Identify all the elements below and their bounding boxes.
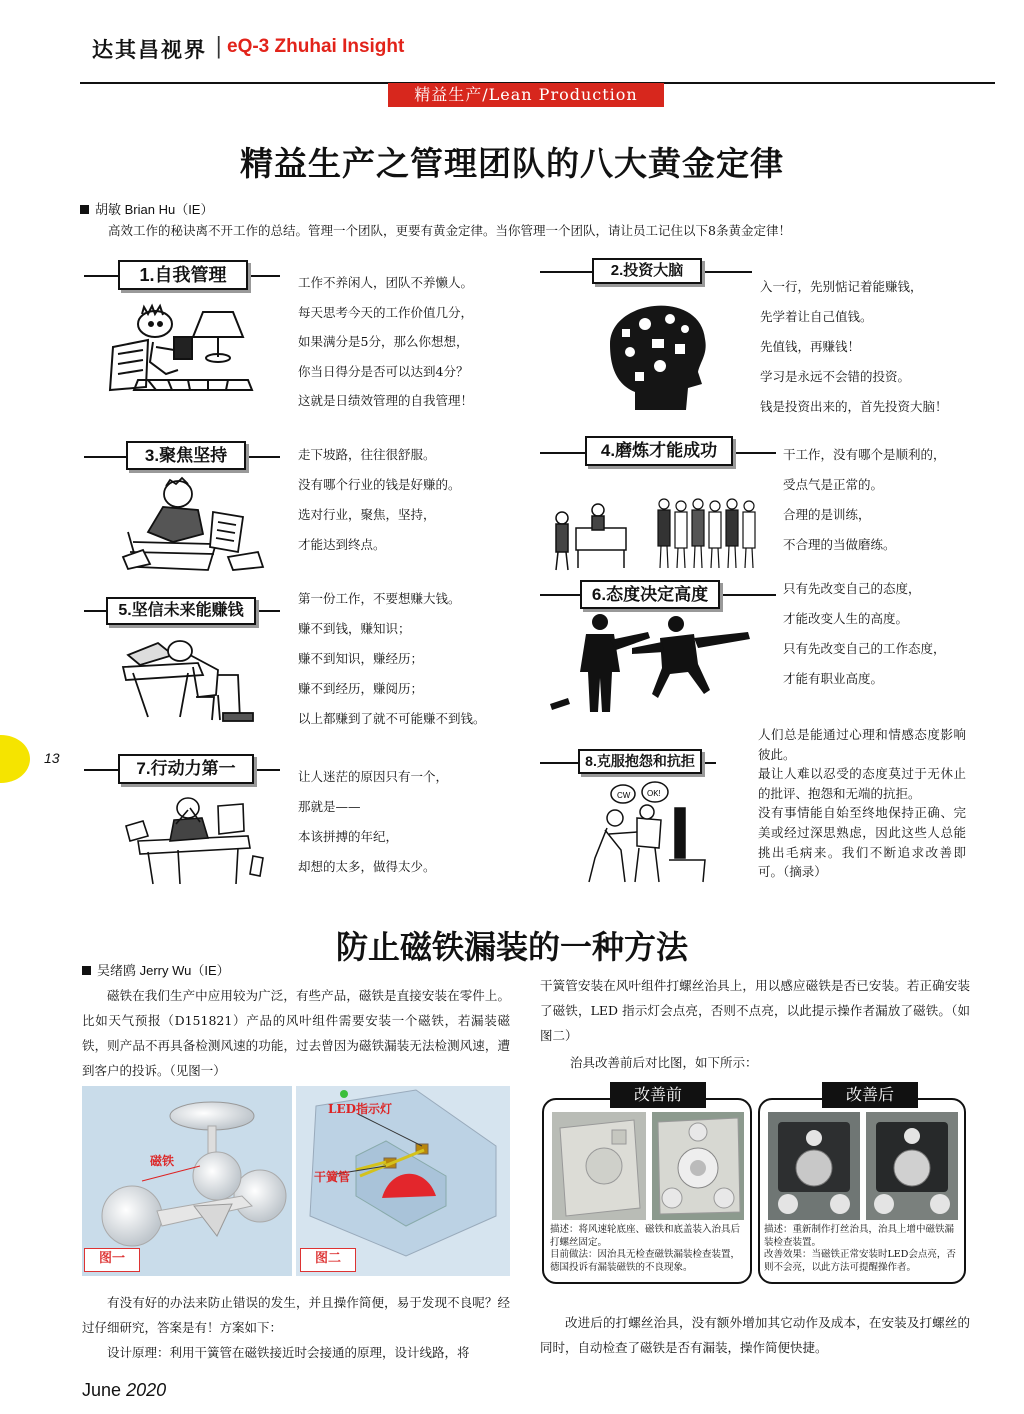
bullet-square-icon <box>80 205 89 214</box>
header-separator: | <box>215 34 223 59</box>
article-intro: 高效工作的秘诀离不开工作的总结。管理一个团队，更要有黄金定律。当你管理一个团队，请让员工记住以下8条黄金定律！ <box>108 223 791 238</box>
text-line: 学习是永远不会错的投资。 <box>760 369 911 384</box>
text-line: 没有哪个行业的钱是好赚的。 <box>298 477 461 492</box>
text-line: 先值钱，再赚钱！ <box>760 339 861 354</box>
figure-1 <box>82 1086 292 1276</box>
desc-line: 目前做法：因治具无检查磁铁漏装检查装置，德国投诉有漏装磁铁的不良现象。 <box>550 1249 741 1273</box>
before-photo-1 <box>552 1112 646 1220</box>
article-author <box>80 199 213 218</box>
issue-date <box>82 1380 166 1401</box>
reed-switch-label: 干簧管 <box>314 1170 351 1184</box>
rule-text-5 <box>298 584 528 734</box>
desc-line: 描述：将风速轮底座、磁铁和底盖装入治具后打螺丝固定。 <box>550 1224 741 1248</box>
illustration-interview-line <box>548 478 770 574</box>
text-line: 赚不到钱，赚知识； <box>298 621 411 636</box>
illustration-focus-persist <box>118 472 268 572</box>
text-line: 最让人难以忍受的态度莫过于无休止的批评、抱怨和无端的抗拒。 <box>758 766 966 801</box>
text-line: 以上都赚到了就不可能赚不到钱。 <box>298 711 486 726</box>
after-title: 改善后 <box>822 1082 918 1108</box>
text-line: 先学着让自己值钱。 <box>760 309 873 324</box>
text-line: 本该拼搏的年纪， <box>298 829 399 844</box>
rule-heading: 4.磨炼才能成功 <box>585 436 733 466</box>
text-line: 却想的太多，做得太少。 <box>298 859 436 874</box>
page-number: 13 <box>44 750 60 766</box>
text-line: 这就是日绩效管理的自我管理！ <box>298 393 474 408</box>
before-title: 改善前 <box>610 1082 706 1108</box>
text-line: 干工作，没有哪个是顺利的， <box>783 447 946 462</box>
figure-2-label: 图二 <box>300 1248 356 1272</box>
paragraph: 有没有好的办法来防止错误的发生，并且操作简便，易于发现不良呢？经过仔细研究，答案是有！方案如下： <box>82 1295 510 1335</box>
desc-line: 改善效果：当磁铁正常安装时LED会点亮，否则不会亮，以此方法可提醒操作者。 <box>764 1249 956 1273</box>
issue-month: June <box>82 1380 122 1400</box>
bullet-square-icon <box>82 966 91 975</box>
text-line: 每天思考今天的工作价值几分， <box>298 304 474 320</box>
paragraph: 改进后的打螺丝治具，没有额外增加其它动作及成本，在安装及打螺丝的同时，自动检查了磁铁是否有漏装，操作简便快捷。 <box>540 1315 970 1355</box>
rule-text-6 <box>783 574 993 694</box>
paragraph: 干簧管安装在风叶组件打螺丝治具上，用以感应磁铁是否已安装。若正确安装了磁铁，LED 指示灯会点亮，否则不点亮，以此提示操作者漏放了磁铁。（如图二） <box>540 978 970 1043</box>
rule-text-2 <box>760 272 1000 422</box>
before-description <box>550 1224 748 1274</box>
rule-heading: 2.投资大脑 <box>592 258 702 284</box>
page-marker-dot <box>0 735 30 783</box>
text-line: 赚不到经历，赚阅历； <box>298 681 424 696</box>
bubble-text: CW <box>617 791 631 800</box>
led-label: LED指示灯 <box>328 1102 392 1116</box>
article-title: 防止磁铁漏装的一种方法 <box>335 928 688 966</box>
illustration-attitude-silhouettes <box>548 612 758 720</box>
before-photo-2 <box>652 1112 744 1220</box>
text-line: 只有先改变自己的态度， <box>783 581 921 596</box>
section-tag: 精益生产/Lean Production <box>388 83 664 107</box>
after-description <box>764 1224 960 1274</box>
author-name: 吴绪鸥 Jerry Wu（IE） <box>97 963 230 978</box>
text-line: 人们总是能通过心理和情感态度影响彼此。 <box>758 727 966 762</box>
after-photo-2 <box>866 1112 958 1220</box>
text-line: 只有先改变自己的工作态度， <box>783 641 946 656</box>
text-line: 你当日得分是否可以达到4分？ <box>298 363 469 379</box>
rule-text-3 <box>298 440 528 560</box>
rule-heading: 1.自我管理 <box>118 260 248 290</box>
rule-heading: 6.态度决定高度 <box>580 580 720 609</box>
paragraph: 磁铁在我们生产中应用较为广泛，有些产品，磁铁是直接安装在零件上。比如天气预报（D151821）产品的风叶组件需要安装一个磁铁，若漏装磁铁，则产品不再具备检测风速的功能，过去曾因为磁铁漏装无法检测风速，遭到客户的投诉。（见图一） <box>82 988 510 1078</box>
text-line: 赚不到知识，赚经历； <box>298 651 424 666</box>
text-line: 让人迷茫的原因只有一个， <box>298 769 449 784</box>
rule-text-1 <box>298 268 528 416</box>
magnet-label: 磁铁 <box>150 1154 175 1168</box>
issue-year: 2020 <box>126 1380 167 1400</box>
rule-heading: 8.克服抱怨和抗拒 <box>578 749 702 774</box>
text-line: 合理的是训练， <box>783 507 871 522</box>
text-line: 才能改变人生的高度。 <box>783 611 909 626</box>
magazine-title-cn: 达其昌视界 <box>92 37 207 62</box>
rule-text-8 <box>758 725 966 882</box>
text-line: 钱是投资出来的，首先投资大脑！ <box>760 399 948 414</box>
rule-heading: 7.行动力第一 <box>118 754 254 784</box>
illustration-self-management <box>108 292 258 392</box>
text-line: 选对行业，聚焦，坚持， <box>298 507 436 522</box>
article-author <box>82 960 230 979</box>
text-line: 没有事情能自始至终地保持正确、完美或经过深思熟虑，因此这些人总能挑出毛病来。我们不断追求改善即可。（摘录） <box>758 805 966 880</box>
illustration-complaint <box>575 778 715 884</box>
text-line: 不合理的当做磨练。 <box>783 537 896 552</box>
article-title: 精益生产之管理团队的八大黄金定律 <box>240 144 784 183</box>
text-line: 受点气是正常的。 <box>783 477 884 492</box>
bubble-text: OK! <box>647 789 661 798</box>
illustration-sleeping-at-desk <box>118 625 268 725</box>
desc-line: 描述：重新制作打丝治具，治具上增中磁铁漏装检查装置。 <box>764 1224 955 1248</box>
text-line: 如果满分是5分，那么你想想， <box>298 334 469 349</box>
illustration-stressed-at-desk <box>118 786 268 886</box>
figure-2 <box>296 1086 510 1276</box>
text-line: 走下坡路，往往很舒服。 <box>298 447 436 462</box>
rule-heading: 5.坚信未来能赚钱 <box>106 597 256 625</box>
figure-1-label: 图一 <box>84 1248 140 1272</box>
after-photo-1 <box>768 1112 860 1220</box>
rule-heading: 3.聚焦坚持 <box>126 441 246 470</box>
rule-text-7 <box>298 762 528 882</box>
magazine-title-en: eQ-3 Zhuhai Insight <box>227 36 405 57</box>
text-line: 才能达到终点。 <box>298 537 386 552</box>
illustration-brain-head <box>590 284 720 412</box>
text-line: 入一行，先别惦记着能赚钱， <box>760 279 923 294</box>
text-line: 工作不养闲人，团队不养懒人。 <box>298 275 474 290</box>
text-line: 才能有职业高度。 <box>783 671 884 686</box>
text-line: 那就是—— <box>298 799 361 814</box>
author-name: 胡敏 Brian Hu（IE） <box>95 202 214 217</box>
paragraph: 治具改善前后对比图，如下所示： <box>570 1055 758 1070</box>
paragraph: 设计原理：利用干簧管在磁铁接近时会接通的原理，设计线路，将 <box>107 1345 470 1360</box>
rule-text-4 <box>783 440 993 560</box>
text-line: 第一份工作，不要想赚大钱。 <box>298 591 461 606</box>
